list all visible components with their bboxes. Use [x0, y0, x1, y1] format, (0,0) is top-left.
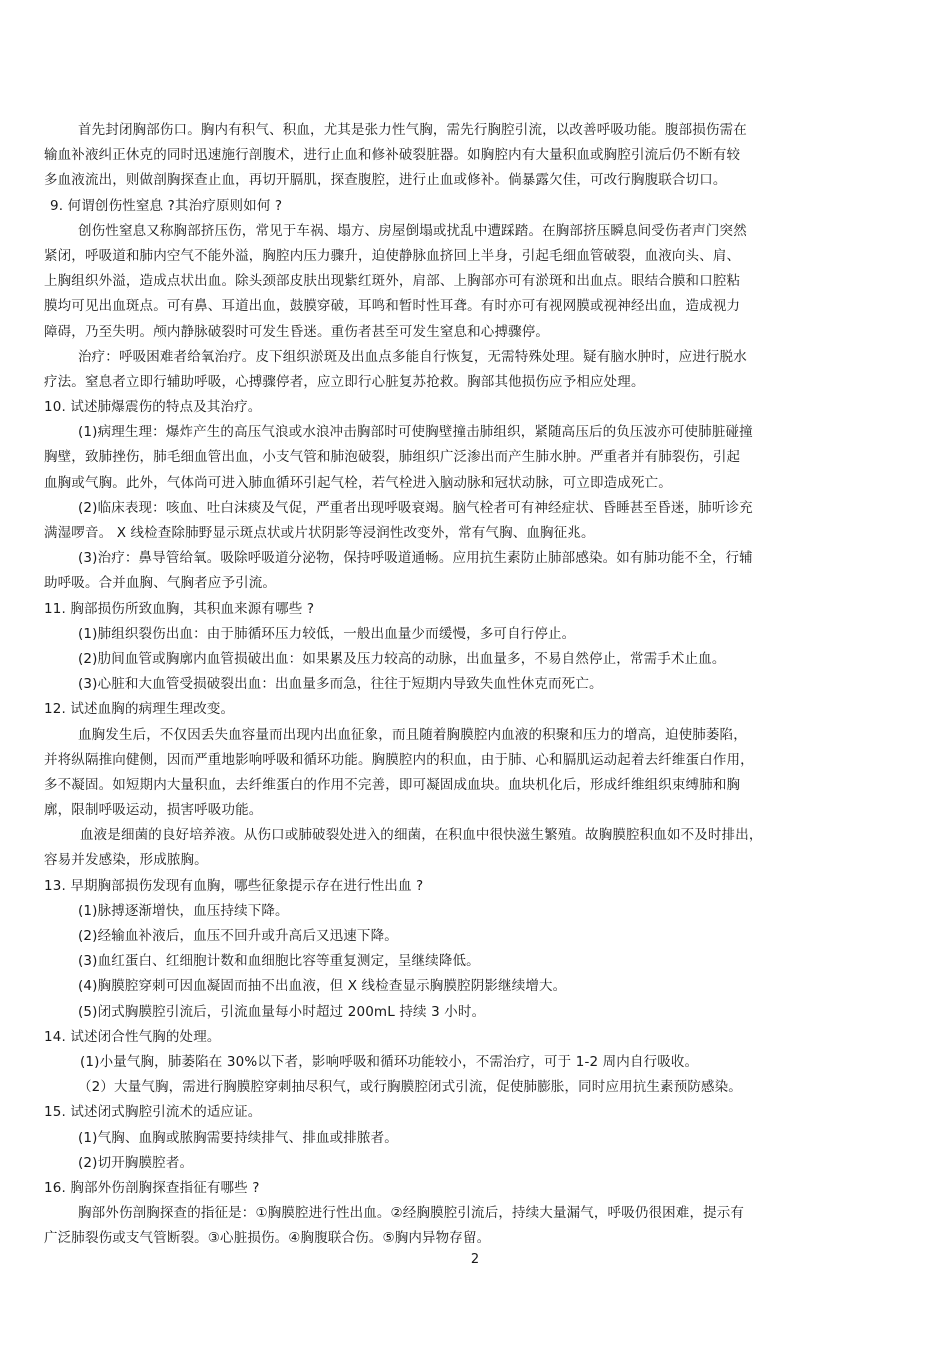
- text-line: (3)治疗：鼻导管给氧。吸除呼吸道分泌物，保持呼吸道通畅。应用抗生素防止肺部感染。如有肺功能不全，行辅: [78, 550, 753, 567]
- text-line: 10. 试述肺爆震伤的特点及其治疗。: [44, 399, 262, 416]
- text-line: （2）大量气胸，需进行胸膜腔穿刺抽尽积气，或行胸膜腔闭式引流，促使肺膨胀，同时应用抗生素预防感染。: [78, 1079, 742, 1096]
- text-line: 膜均可见出血斑点。可有鼻、耳道出血，鼓膜穿破，耳鸣和暂时性耳聋。有时亦可有视网膜或视神经出血，造成视力: [44, 298, 741, 315]
- text-line: 多不凝固。如短期内大量积血，去纤维蛋白的作用不完善，即可凝固成血块。血块机化后，形成纤维组织束缚肺和胸: [44, 776, 741, 793]
- text-line: (4)胸膜腔穿刺可因血凝固而抽不出血液，但 X 线检查显示胸膜腔阴影继续增大。: [78, 978, 567, 995]
- text-line: 上胸组织外溢，造成点状出血。除头颈部皮肤出现紫红斑外，肩部、上胸部亦可有淤斑和出血点。眼结合膜和口腔粘: [44, 273, 741, 290]
- text-line: 16. 胸部外伤剖胸探查指征有哪些 ?: [44, 1179, 260, 1196]
- text-line: (2)经输血补液后，血压不回升或升高后又迅速下降。: [78, 928, 398, 944]
- page-number: 2: [470, 1252, 480, 1267]
- text-line: 13. 早期胸部损伤发现有血胸，哪些征象提示存在进行性出血 ?: [44, 877, 424, 894]
- text-line: (1)气胸、血胸或脓胸需要持续排气、排血或排脓者。: [78, 1129, 398, 1146]
- text-line: 并将纵隔推向健侧，因而严重地影响呼吸和循环功能。胸膜腔内的积血，由于肺、心和膈肌运动起着去纤维蛋白作用，: [44, 751, 754, 768]
- text-line: 治疗：呼吸困难者给氧治疗。皮下组织淤斑及出血点多能自行恢复，无需特殊处理。疑有脑水肿时，应进行脱水: [78, 348, 747, 365]
- text-line: (2)切开胸膜腔者。: [78, 1154, 194, 1171]
- text-line: 血胸或气胸。此外，气体尚可进入肺血循环引起气栓，若气栓进入脑动脉和冠状动脉，可立即造成死亡。: [44, 474, 672, 491]
- text-line: 疗法。窒息者立即行辅助呼吸，心搏骤停者，应立即行心脏复苏抢救。胸部其他损伤应予相应处理。: [44, 373, 645, 390]
- text-line: 首先封闭胸部伤口。胸内有积气、积血，尤其是张力性气胸，需先行胸腔引流，以改善呼吸功能。腹部损伤需在: [78, 122, 747, 138]
- text-line: (2)临床表现：咳血、吐白沫痰及气促，严重者出现呼吸衰竭。脑气栓者可有神经症状、昏睡甚至昏迷，肺听诊充: [78, 499, 753, 516]
- text-line: (1)病理生理：爆炸产生的高压气浪或水浪冲击胸部时可使胸壁撞击肺组织，紧随高压后的负压波亦可使肺脏碰撞: [78, 424, 753, 441]
- text-line: 9. 何谓创伤性窒息 ?其治疗原则如何 ?: [50, 197, 283, 214]
- text-line: 容易并发感染，形成脓胸。: [44, 852, 208, 869]
- text-line: 廓，限制呼吸运动，损害呼吸功能。: [44, 802, 263, 819]
- text-line: (3)血红蛋白、红细胞计数和血细胞比容等重复测定，呈继续降低。: [78, 953, 480, 970]
- text-line: (1)肺组织裂伤出血：由于肺循环压力较低，一般出血量少而缓慢，多可自行停止。: [78, 625, 576, 642]
- text-line: 紧闭，呼吸道和肺内空气不能外溢，胸腔内压力骤升，迫使静脉血挤回上半身，引起毛细血管破裂，血液向头、肩、: [44, 247, 741, 264]
- text-line: (3)心脏和大血管受损破裂出血：出血量多而急，往往于短期内导致失血性休克而死亡。: [78, 676, 603, 693]
- text-line: 输血补液纠正休克的同时迅速施行剖腹术，进行止血和修补破裂脏器。如胸腔内有大量积血或胸腔引流后仍不断有较: [44, 147, 741, 164]
- text-line: (2)肋间血管或胸廓内血管损破出血：如果累及压力较高的动脉，出血量多，不易自然停止，常需手术止血。: [78, 650, 726, 667]
- text-line: 障碍，乃至失明。颅内静脉破裂时可发生昏迷。重伤者甚至可发生窒息和心搏骤停。: [44, 323, 550, 340]
- text-line: 广泛肺裂伤或支气管断裂。③心脏损伤。④胸腹联合伤。⑤胸内异物存留。: [44, 1230, 491, 1247]
- text-line: (1)小量气胸，肺萎陷在 30%以下者，影响呼吸和循环功能较小，不需治疗，可于 1-2 周内自行吸收。: [80, 1053, 699, 1070]
- text-line: 12. 试述血胸的病理生理改变。: [44, 701, 235, 718]
- text-line: 满湿啰音。 X 线检查除肺野显示斑点状或片状阴影等浸润性改变外，常有气胸、血胸征兆。: [44, 525, 595, 541]
- text-line: 助呼吸。合并血胸、气胸者应予引流。: [44, 575, 277, 592]
- text-line: 血胸发生后，不仅因丢失血容量而出现内出血征象，而且随着胸膜腔内血液的积聚和压力的增高，迫使肺萎陷，: [78, 726, 747, 743]
- text-line: 胸部外伤剖胸探查的指征是：①胸膜腔进行性出血。②经胸膜腔引流后，持续大量漏气，呼吸仍很困难，提示有: [78, 1205, 745, 1222]
- text-line: 15. 试述闭式胸腔引流术的适应证。: [44, 1104, 262, 1121]
- text-line: (1)脉搏逐渐增快，血压持续下降。: [78, 902, 289, 919]
- text-line: 14. 试述闭合性气胸的处理。: [44, 1028, 221, 1045]
- text-line: (5)闭式胸膜腔引流后，引流血量每小时超过 200mL 持续 3 小时。: [78, 1003, 486, 1020]
- text-line: 多血液流出，则做剖胸探查止血，再切开膈肌，探查腹腔，进行止血或修补。倘暴露欠佳，可改行胸腹联合切口。: [44, 172, 727, 189]
- document-body: [44, 118, 814, 1251]
- text-line: 11. 胸部损伤所致血胸，其积血来源有哪些 ?: [44, 600, 315, 617]
- text-line: 血液是细菌的良好培养液。从伤口或肺破裂处进入的细菌，在积血中很快滋生繁殖。故胸膜腔积血如不及时排出，: [80, 827, 763, 844]
- text-line: 创伤性窒息又称胸部挤压伤，常见于车祸、塌方、房屋倒塌或扰乱中遭踩踏。在胸部挤压瞬息间受伤者声门突然: [78, 222, 747, 239]
- text-line: 胸壁，致肺挫伤，肺毛细血管出血，小支气管和肺泡破裂，肺组织广泛渗出而产生肺水肿。严重者并有肺裂伤，引起: [44, 449, 741, 466]
